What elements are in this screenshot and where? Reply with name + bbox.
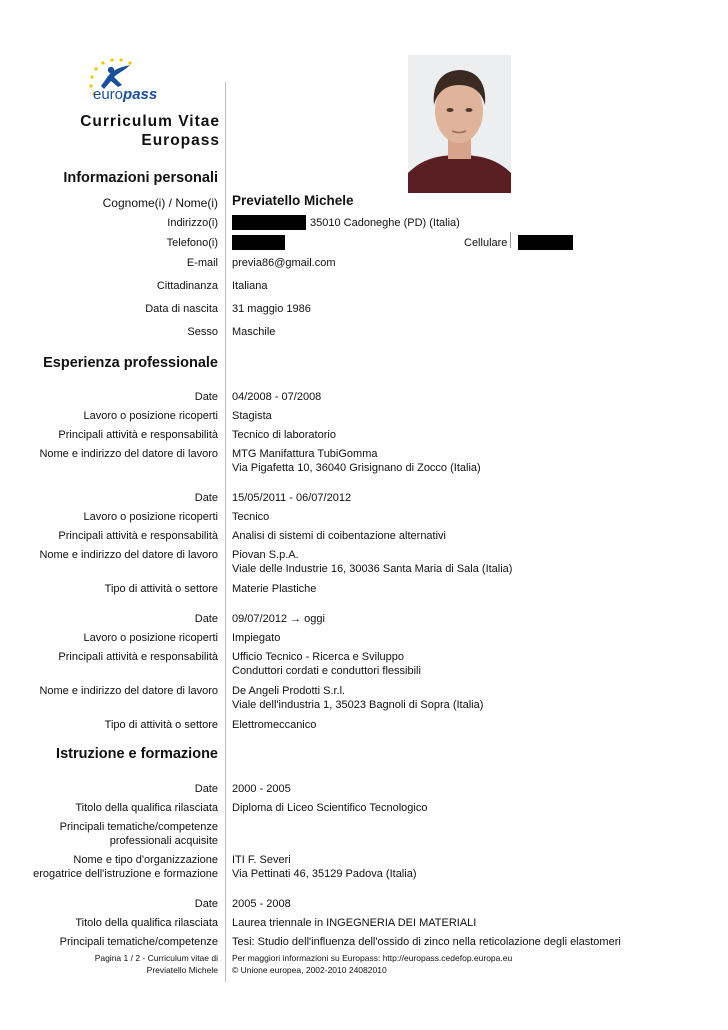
job3-position-label: Lavoro o posizione ricoperti <box>83 632 218 644</box>
footer-europass-info <box>232 952 512 976</box>
edu1-organisation-label-line2: erogatrice dell'istruzione e formazione <box>33 868 218 880</box>
job3-employer-label: Nome e indirizzo del datore di lavoro <box>39 685 218 697</box>
job2-employer-label: Nome e indirizzo del datore di lavoro <box>39 549 218 561</box>
citizenship-value: Italiana <box>232 280 268 292</box>
job3-activities-line2: Conduttori cordati e conduttori flessibili <box>232 665 421 677</box>
mobile-redaction <box>518 235 573 250</box>
address-redaction <box>232 215 306 230</box>
job3-employer-address: Viale dell'industria 1, 35023 Bagnoli di Sopra (Italia) <box>232 699 484 711</box>
job1-employer-address: Via Pigafetta 10, 36040 Grisignano di Zocco (Italia) <box>232 462 481 474</box>
address-value: 35010 Cadoneghe (PD) (Italia) <box>310 217 460 229</box>
job1-date-label: Date <box>194 391 218 403</box>
footer-page-line1: Pagina 1 / 2 - Curriculum vitae di <box>94 953 218 963</box>
edu1-skills-label-line1: Principali tematiche/competenze <box>59 821 218 833</box>
edu1-date-label: Date <box>194 783 218 795</box>
section-education-title: Istruzione e formazione <box>56 746 218 762</box>
edu2-qualification: Laurea triennale in INGEGNERIA DEI MATERIALI <box>232 917 477 929</box>
job2-position: Tecnico <box>232 511 270 523</box>
job2-activities: Analisi di sistemi di coibentazione alternativi <box>232 530 446 542</box>
europass-logo <box>78 55 168 105</box>
edu1-organisation-address: Via Pettinati 46, 35129 Padova (Italia) <box>232 868 417 880</box>
name-value: Previatello Michele <box>232 193 354 208</box>
job2-employer-name: Piovan S.p.A. <box>232 549 299 561</box>
section-personal-title: Informazioni personali <box>63 170 218 186</box>
job2-date: 15/05/2011 - 06/07/2012 <box>232 492 352 504</box>
job3-activities-line1: Ufficio Tecnico - Ricerca e Sviluppo <box>232 651 405 663</box>
column-divider <box>225 82 226 982</box>
job1-position-label: Lavoro o posizione ricoperti <box>83 410 218 422</box>
edu2-date-label: Date <box>194 898 218 910</box>
edu1-skills-label-line2: professionali acquisite <box>109 835 218 847</box>
birth-value: 31 maggio 1986 <box>232 303 311 315</box>
phone-redaction <box>232 235 285 250</box>
email-value: previa86@gmail.com <box>232 257 336 269</box>
sex-value: Maschile <box>232 326 276 338</box>
job3-position: Impiegato <box>232 632 281 644</box>
job1-position: Stagista <box>232 410 272 422</box>
job1-activities: Tecnico di laboratorio <box>232 429 336 441</box>
job2-position-label: Lavoro o posizione ricoperti <box>83 511 218 523</box>
footer-info-line1: Per maggiori informazioni su Europass: http://europass.cedefop.europa.eu <box>232 953 513 963</box>
job2-date-label: Date <box>194 492 218 504</box>
job2-sector: Materie Plastiche <box>232 583 317 595</box>
footer-page-line2: Previatello Michele <box>146 965 218 975</box>
email-label: E-mail <box>186 257 218 269</box>
edu1-qualification: Diploma di Liceo Scientifico Tecnologico <box>232 802 428 814</box>
footer-page-info <box>95 952 218 976</box>
birth-label: Data di nascita <box>145 303 218 315</box>
svg-text:europass: europass <box>93 86 158 103</box>
job1-activities-label: Principali attività e responsabilità <box>58 429 218 441</box>
address-label: Indirizzo(i) <box>167 217 218 229</box>
job3-activities-label: Principali attività e responsabilità <box>58 651 218 663</box>
edu1-date: 2000 - 2005 <box>232 783 291 795</box>
name-label: Cognome(i) / Nome(i) <box>102 196 218 210</box>
job3-date-label: Date <box>194 613 218 625</box>
job1-employer-label: Nome e indirizzo del datore di lavoro <box>39 448 218 460</box>
job3-sector-label: Tipo di attività o settore <box>104 719 218 731</box>
job2-activities-label: Principali attività e responsabilità <box>58 530 218 542</box>
edu2-qualification-label: Titolo della qualifica rilasciata <box>75 917 218 929</box>
citizenship-label: Cittadinanza <box>156 280 218 292</box>
job3-employer-name: De Angeli Prodotti S.r.l. <box>232 685 346 697</box>
edu1-organisation-name: ITI F. Severi <box>232 854 291 866</box>
cv-title-line1: Curriculum Vitae <box>80 113 220 130</box>
job2-sector-label: Tipo di attività o settore <box>104 583 218 595</box>
edu2-skills-label: Principali tematiche/competenze <box>59 936 218 948</box>
mobile-label: Cellulare <box>464 237 508 249</box>
profile-photo <box>408 55 511 193</box>
edu2-skills: Tesi: Studio dell'influenza dell'ossido di zinco nella reticolazione degli elastomeri <box>232 936 621 948</box>
phone-label: Telefono(i) <box>166 237 218 249</box>
cv-title-line2: Europass <box>141 132 220 149</box>
job1-date: 04/2008 - 07/2008 <box>232 391 322 403</box>
mobile-separator <box>510 232 511 248</box>
footer-info-line2: © Unione europea, 2002-2010 24082010 <box>232 965 387 975</box>
job3-sector: Elettromeccanico <box>232 719 317 731</box>
job2-employer-address: Viale delle Industrie 16, 30036 Santa Maria di Sala (Italia) <box>232 563 513 575</box>
europass-logo-icon <box>78 55 168 105</box>
sex-label: Sesso <box>187 326 218 338</box>
job1-employer-name: MTG Manifattura TubiGomma <box>232 448 378 460</box>
job3-date: 09/07/2012 → oggi <box>232 613 325 625</box>
footer-divider <box>225 950 226 978</box>
edu1-organisation-label-line1: Nome e tipo d'organizzazione <box>73 854 218 866</box>
edu2-date: 2005 - 2008 <box>232 898 291 910</box>
edu1-qualification-label: Titolo della qualifica rilasciata <box>75 802 218 814</box>
section-experience-title: Esperienza professionale <box>43 355 218 371</box>
